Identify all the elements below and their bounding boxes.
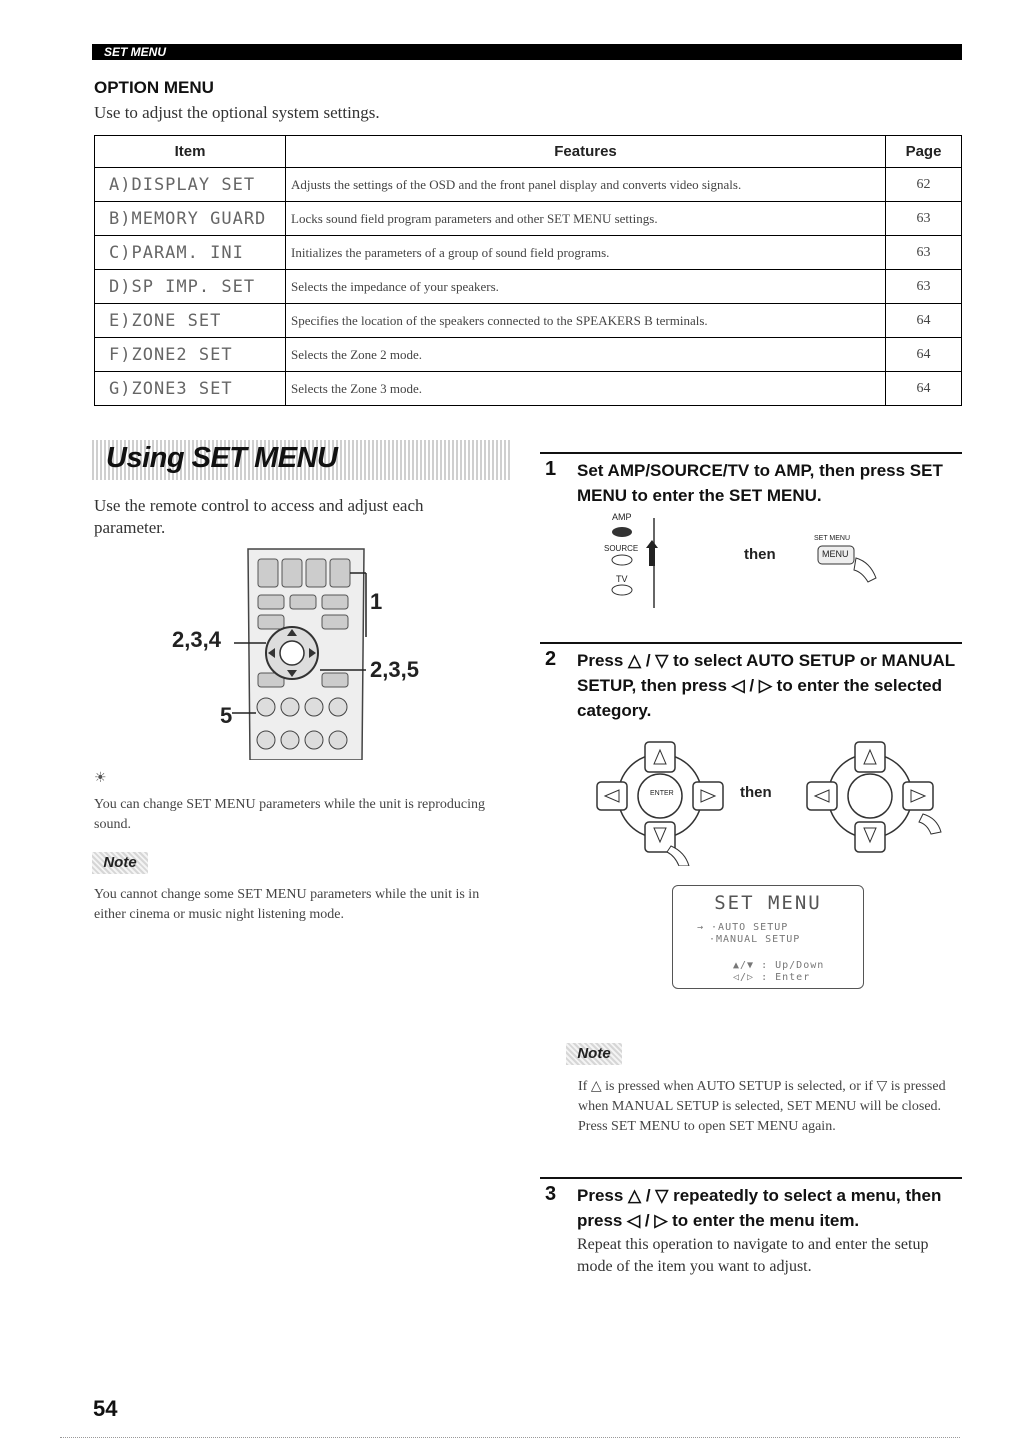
column-header-features: Features: [286, 136, 886, 168]
osd-title: SET MENU: [714, 892, 822, 914]
page-cell: 64: [886, 338, 962, 372]
feature-cell: Selects the impedance of your speakers.: [286, 270, 886, 304]
item-cell: C)PARAM. INI: [95, 236, 286, 270]
step-number: 1: [545, 458, 557, 480]
page-cell: 64: [886, 372, 962, 406]
callout-1: 1: [370, 589, 383, 614]
section-tab-label: SET MENU: [104, 45, 167, 59]
item-cell: B)MEMORY GUARD: [95, 202, 286, 236]
table-row: [95, 338, 962, 372]
table-row: [95, 270, 962, 304]
page-cell: 64: [886, 304, 962, 338]
page-cell: 63: [886, 202, 962, 236]
column-header-item: Item: [95, 136, 286, 168]
page-number: 54: [93, 1396, 118, 1421]
note-badge: Note: [566, 1043, 622, 1065]
using-set-menu-title: Using SET MENU: [106, 442, 338, 474]
then-label: then: [744, 546, 776, 563]
menu-button: MENU: [822, 549, 849, 559]
osd-menu-item: → ·AUTO SETUP: [697, 922, 789, 933]
feature-cell: Adjusts the settings of the OSD and the front panel display and converts video signals.: [286, 168, 886, 202]
selector-switch-icon: [600, 518, 930, 608]
step-number: 3: [545, 1183, 557, 1205]
footer-divider: [60, 1437, 960, 1439]
page-cell: 62: [886, 168, 962, 202]
table-row: [95, 202, 962, 236]
table-row: [95, 372, 962, 406]
step2-illustration: [585, 738, 955, 866]
source-label: SOURCE: [604, 544, 639, 553]
using-set-menu-description: Use the remote control to access and adjust each parameter.: [94, 496, 424, 537]
osd-menu-item: ·MANUAL SETUP: [709, 934, 801, 945]
table-row: [95, 168, 962, 202]
callout-5: 5: [220, 703, 233, 728]
step-instruction: Set AMP/SOURCE/TV to AMP, then press SET MENU to enter the SET MENU.: [577, 461, 943, 505]
callout-2-3-4: 2,3,4: [172, 627, 221, 652]
then-label: then: [740, 784, 772, 801]
step-divider: [540, 1177, 962, 1179]
page-cell: 63: [886, 270, 962, 304]
note-text: If △ is pressed when AUTO SETUP is selected, or if ▽ is pressed when MANUAL SETUP is selected, SET MENU will be closed. Press SET MENU to open SET MENU again.: [578, 1079, 946, 1134]
cursor-pad-icon: [585, 738, 955, 866]
osd-help-line: ◁/▷ : Enter: [733, 972, 811, 983]
using-set-menu-banner: [92, 440, 512, 480]
feature-cell: Selects the Zone 2 mode.: [286, 338, 886, 372]
lightbulb-icon: ☀: [94, 771, 107, 786]
item-cell: E)ZONE SET: [95, 304, 286, 338]
table-row: [95, 304, 962, 338]
feature-cell: Selects the Zone 3 mode.: [286, 372, 886, 406]
step-divider: [540, 452, 962, 454]
note-text: You cannot change some SET MENU parameters while the unit is in either cinema or music night listening mode.: [94, 887, 480, 922]
feature-cell: Specifies the location of the speakers connected to the SPEAKERS B terminals.: [286, 304, 886, 338]
item-cell: F)ZONE2 SET: [95, 338, 286, 372]
item-cell: G)ZONE3 SET: [95, 372, 286, 406]
table-row: [95, 236, 962, 270]
option-menu-description: Use to adjust the optional system settings.: [94, 103, 380, 122]
step-body-text: Repeat this operation to navigate to and enter the setup mode of the item you want to adjust.: [577, 1236, 929, 1275]
note-badge: Note: [92, 852, 148, 874]
page-cell: 63: [886, 236, 962, 270]
step-divider: [540, 642, 962, 644]
step-instruction: Press △ / ▽ to select AUTO SETUP or MANUAL SETUP, then press ◁ / ▷ to enter the selected category.: [577, 651, 955, 720]
set-menu-small-label: SET MENU: [814, 535, 851, 542]
step1-illustration: [600, 512, 930, 608]
tip-text: You can change SET MENU parameters while the unit is reproducing sound.: [94, 797, 486, 832]
feature-cell: Initializes the parameters of a group of sound field programs.: [286, 236, 886, 270]
enter-button-label: ENTER: [650, 790, 674, 797]
callout-2-3-5: 2,3,5: [370, 657, 419, 682]
remote-control-illustration: [170, 545, 450, 760]
tv-label: TV: [616, 574, 628, 584]
table-header-row: [95, 136, 962, 168]
option-menu-table: [94, 135, 962, 406]
amp-label: AMP: [612, 512, 632, 522]
step-instruction: Press △ / ▽ repeatedly to select a menu, then press ◁ / ▷ to enter the menu item.: [577, 1186, 942, 1230]
osd-screen: [672, 885, 864, 989]
item-cell: A)DISPLAY SET: [95, 168, 286, 202]
option-menu-title: OPTION MENU: [94, 78, 214, 97]
section-header-bar: [92, 44, 962, 60]
feature-cell: Locks sound field program parameters and other SET MENU settings.: [286, 202, 886, 236]
item-cell: D)SP IMP. SET: [95, 270, 286, 304]
osd-help-line: ▲/▼ : Up/Down: [733, 960, 825, 971]
step-number: 2: [545, 648, 557, 670]
column-header-page: Page: [886, 136, 962, 168]
